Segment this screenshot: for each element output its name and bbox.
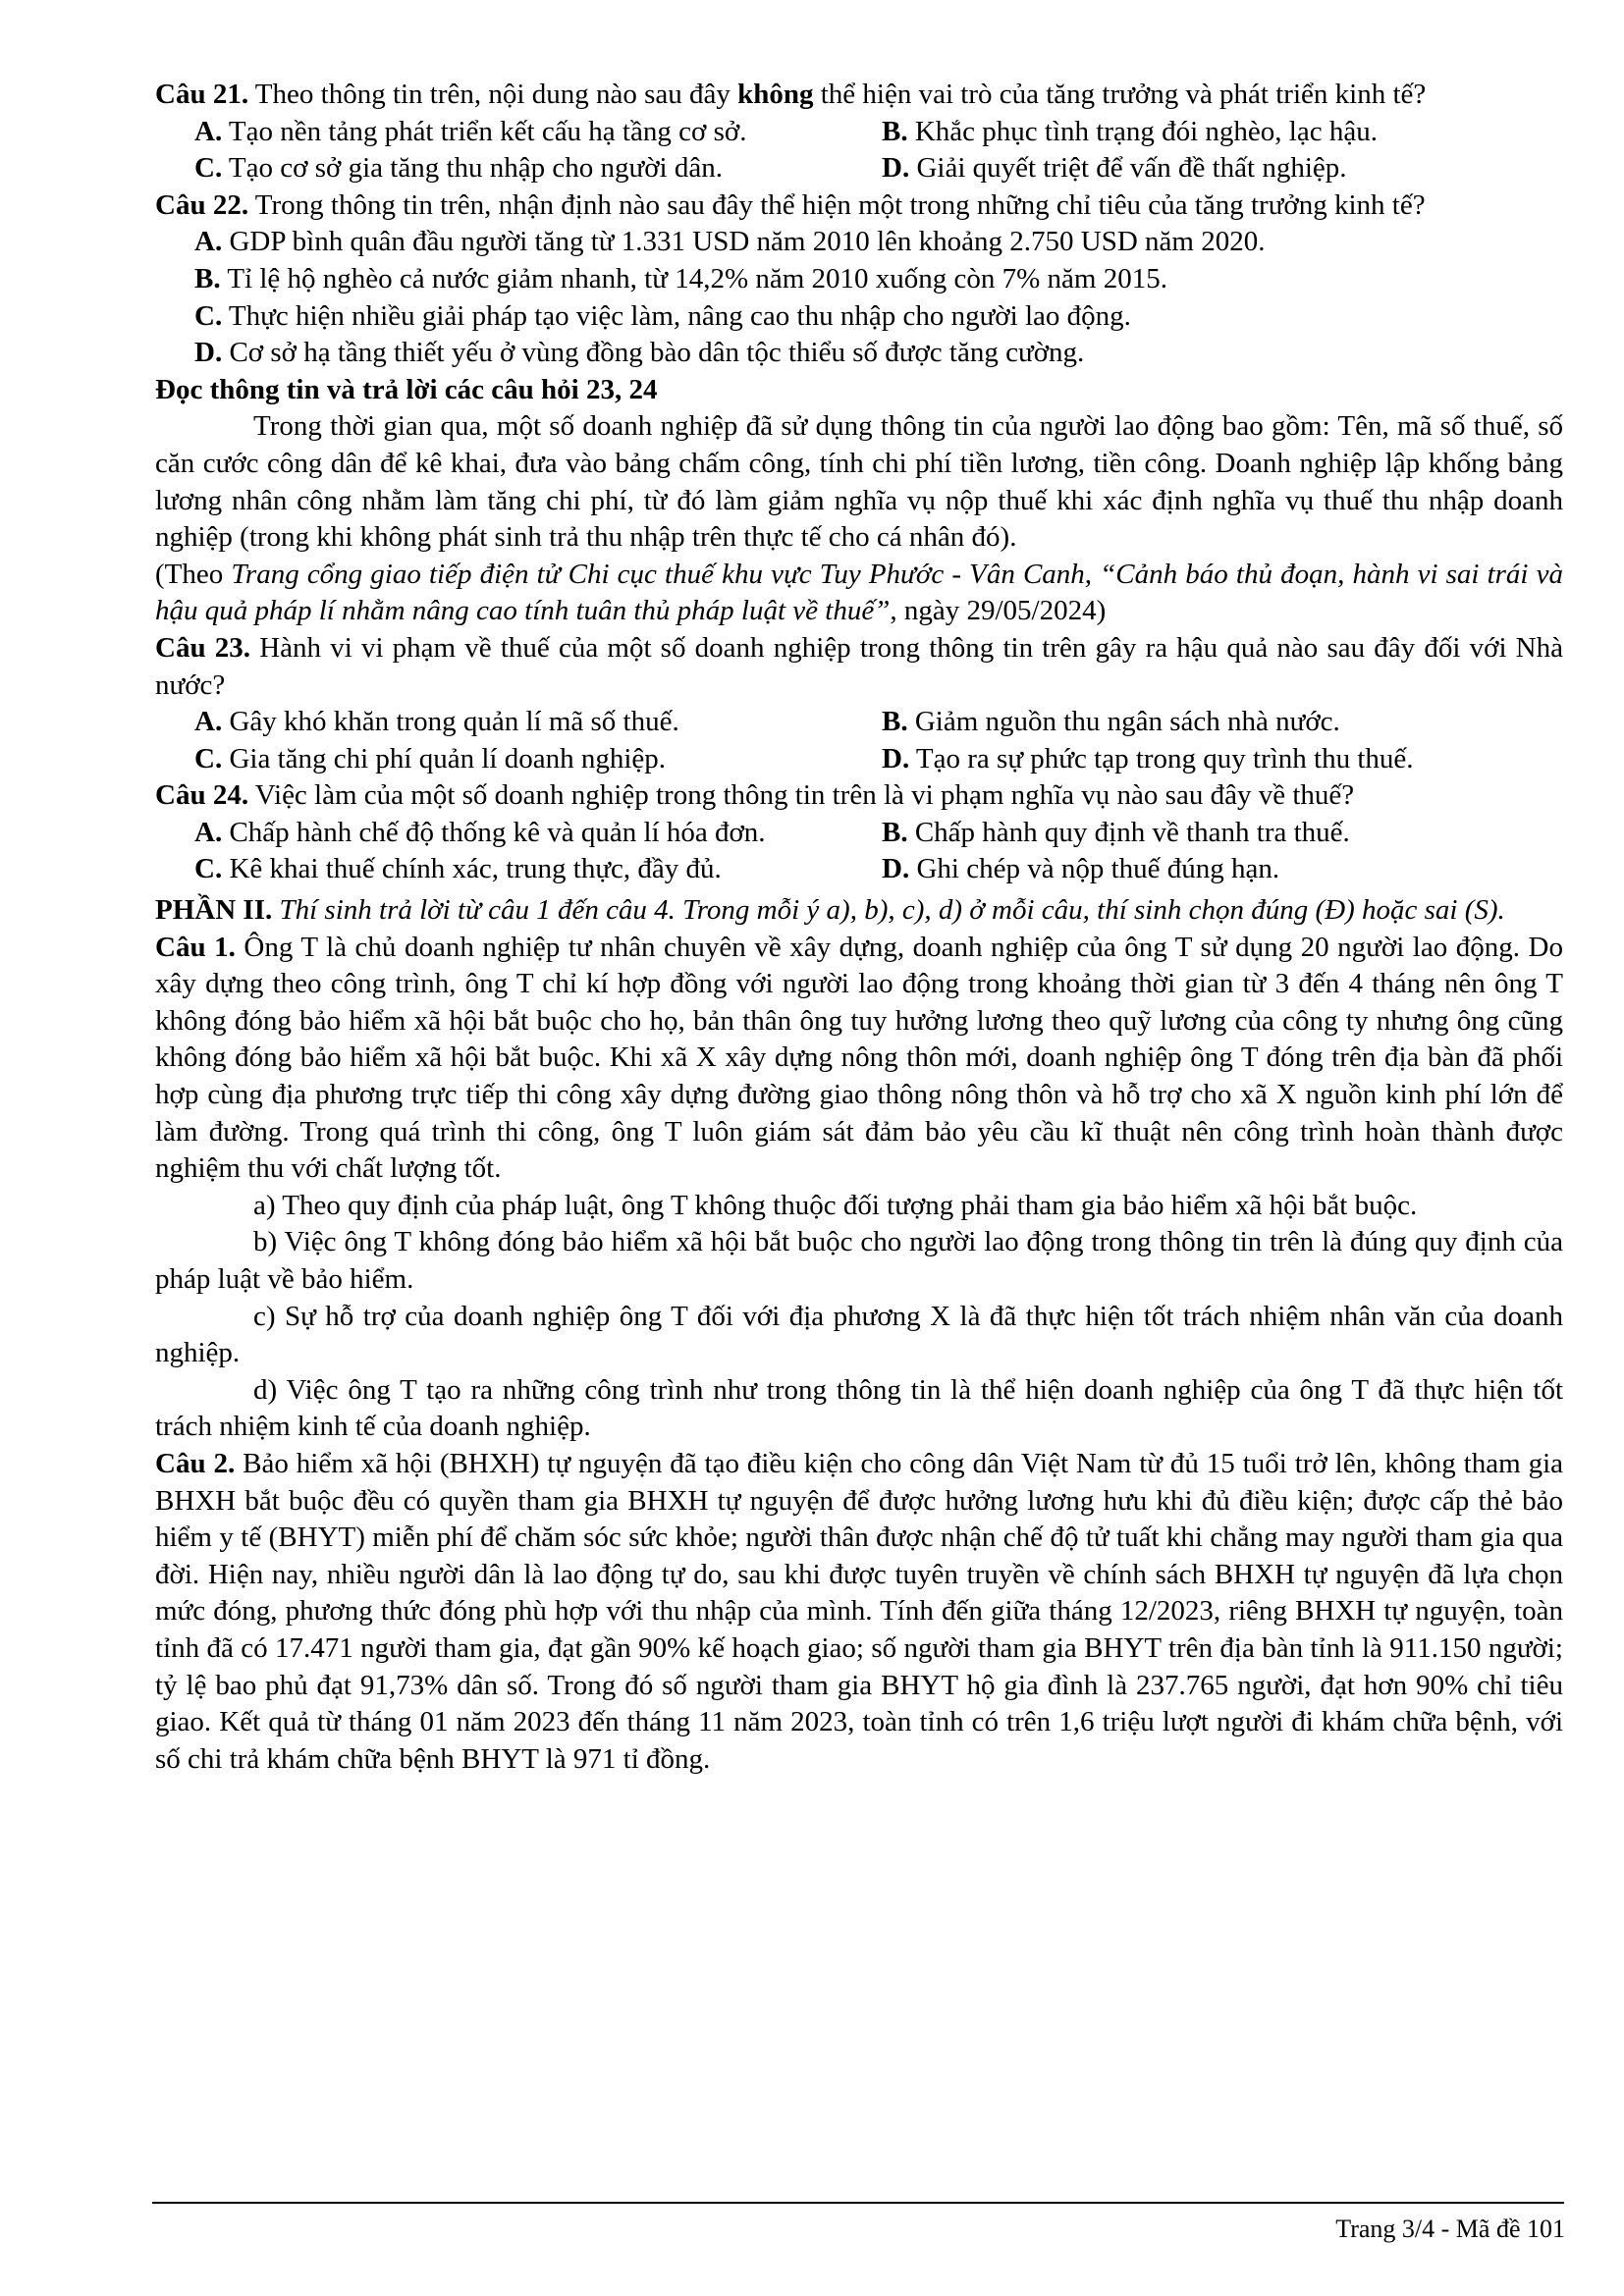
option-22-a bbox=[155, 224, 1563, 261]
option-text: Tỉ lệ hộ nghèo cả nước giảm nhanh, từ 14,2% năm 2010 xuống còn 7% năm 2015. bbox=[220, 262, 1167, 294]
question-21 bbox=[155, 77, 1563, 114]
option-text: Gia tăng chi phí quản lí doanh nghiệp. bbox=[222, 742, 667, 774]
question-21-options-row-1 bbox=[155, 114, 1563, 151]
option-letter: C. bbox=[194, 742, 223, 774]
question-24 bbox=[155, 777, 1563, 815]
part-2-question-2-label: Câu 2. bbox=[155, 1447, 236, 1479]
option-24-d bbox=[882, 851, 1279, 888]
question-23-text: Hành vi vi phạm về thuế của một số doanh nghiệp trong thông tin trên gây ra hậu quả nào sau đây đối với Nhà nước? bbox=[155, 631, 1563, 701]
question-24-options-row-2 bbox=[155, 851, 1563, 888]
part-2-question-1 bbox=[155, 930, 1563, 1188]
option-text: Ghi chép và nộp thuế đúng hạn. bbox=[909, 853, 1280, 885]
option-letter: B. bbox=[882, 115, 908, 147]
option-letter: C. bbox=[194, 853, 223, 885]
question-23 bbox=[155, 630, 1563, 704]
reading-source bbox=[155, 557, 1563, 630]
question-21-text-a: Theo thông tin trên, nội dung nào sau đây bbox=[248, 79, 738, 110]
option-23-d bbox=[882, 741, 1414, 778]
option-letter: B. bbox=[194, 262, 221, 294]
part-2-question-2-text: Bảo hiểm xã hội (BHXH) tự nguyện đã tạo điều kiện cho công dân Việt Nam từ đủ 15 tuổi trở lên, không tham gia BHXH bắt buộc đều có quyền tham gia BHXH tự nguyện để được hưởng lương hưu khi đủ điều kiện; được cấp thẻ bảo hiểm y tế (BHYT) miễn phí để chăm sóc sức khỏe; người thân được nhận chế độ tử tuất khi chẳng may người tham gia qua đời. Hiện nay, nhiều người dân là lao động tự do, sau khi được tuyên truyền về chính sách BHXH tự nguyện đã lựa chọn mức đóng, phương thức đóng phù hợp với thu nhập của mình. Tính đến giữa tháng 12/2023, riêng BHXH tự nguyện, toàn tỉnh đã có 17.471 người tham gia, đạt gần 90% kế hoạch giao; số người tham gia BHYT trên địa bàn tỉnh là 911.150 người; tỷ lệ bao phủ đạt 91,73% dân số. Trong đó số người tham gia BHYT hộ gia đình là 237.765 người, đạt hơn 90% chỉ tiêu giao. Kết quả từ tháng 01 năm 2023 đến tháng 11 năm 2023, toàn tỉnh có trên 1,6 triệu lượt người đi khám chữa bệnh, với số chi trả khám chữa bệnh BHYT là 971 tỉ đồng. bbox=[155, 1447, 1563, 1775]
part-2-label: PHẦN II. bbox=[155, 894, 273, 927]
part-2-question-1-label: Câu 1. bbox=[155, 931, 236, 963]
option-letter: B. bbox=[882, 706, 908, 738]
option-text: Tạo nền tảng phát triển kết cấu hạ tầng cơ sở. bbox=[222, 115, 747, 147]
source-prefix: (Theo bbox=[155, 558, 232, 590]
question-21-label: Câu 21. bbox=[155, 79, 249, 110]
question-23-label: Câu 23. bbox=[155, 631, 251, 664]
statement-d: d) Việc ông T tạo ra những công trình như trong thông tin là thể hiện doanh nghiệp của ông T đã thực hiện tốt trách nhiệm kinh tế của doanh nghiệp. bbox=[155, 1373, 1563, 1443]
option-21-a bbox=[194, 114, 882, 151]
question-22-label: Câu 22. bbox=[155, 188, 249, 221]
option-letter: D. bbox=[882, 152, 910, 185]
reading-heading-text: Đọc thông tin và trả lời các câu hỏi 23, 24 bbox=[155, 373, 658, 405]
part-2-instruction: Thí sinh trả lời từ câu 1 đến câu 4. Trong mỗi ý a), b), c), d) ở mỗi câu, thí sinh chọn đúng (Đ) hoặc sai (S). bbox=[272, 894, 1505, 927]
option-21-c bbox=[194, 150, 882, 187]
option-text: Giảm nguồn thu ngân sách nhà nước. bbox=[907, 706, 1340, 738]
option-letter: A. bbox=[194, 816, 223, 848]
statement-a: a) Theo quy định của pháp luật, ông T không thuộc đối tượng phải tham gia bảo hiểm xã hội bắt buộc. bbox=[253, 1189, 1418, 1221]
option-text: Chấp hành quy định về thanh tra thuế. bbox=[907, 816, 1350, 848]
question-24-text: Việc làm của một số doanh nghiệp trong thông tin trên là vi phạm nghĩa vụ nào sau đây về thuế? bbox=[248, 779, 1355, 812]
option-23-c bbox=[194, 741, 882, 778]
question-22-text: Trong thông tin trên, nhận định nào sau đây thể hiện một trong những chỉ tiêu của tăng trưởng kinh tế? bbox=[248, 188, 1426, 221]
option-text: Giải quyết triệt để vấn đề thất nghiệp. bbox=[909, 152, 1347, 185]
question-21-text-b: thể hiện vai trò của tăng trưởng và phát triển kinh tế? bbox=[813, 79, 1427, 110]
source-date: , ngày 29/05/2024) bbox=[890, 595, 1107, 627]
question-24-label: Câu 24. bbox=[155, 779, 249, 812]
option-24-b bbox=[882, 815, 1350, 852]
option-letter: C. bbox=[194, 152, 223, 185]
option-21-b bbox=[882, 114, 1378, 151]
option-letter: D. bbox=[882, 742, 910, 774]
option-letter: A. bbox=[194, 226, 223, 258]
question-23-options-row-1 bbox=[155, 704, 1563, 741]
option-text: Kê khai thuế chính xác, trung thực, đầy đủ. bbox=[222, 853, 722, 885]
statement-b: b) Việc ông T không đóng bảo hiểm xã hội bắt buộc cho người lao động trong thông tin trên là đúng quy định của pháp luật về bảo hiểm. bbox=[155, 1226, 1563, 1295]
option-text: Chấp hành chế độ thống kê và quản lí hóa đơn. bbox=[222, 816, 766, 848]
option-letter: D. bbox=[882, 853, 910, 885]
part-2-question-2 bbox=[155, 1446, 1563, 1778]
option-21-d bbox=[882, 150, 1347, 187]
option-24-c bbox=[194, 851, 882, 888]
option-22-d bbox=[155, 335, 1563, 372]
part-2-question-1-text: Ông T là chủ doanh nghiệp tư nhân chuyên về xây dựng, doanh nghiệp của ông T sử dụng 20 người lao động. Do xây dựng theo công trình, ông T chỉ kí hợp đồng với người lao động trong khoảng thời gian từ 3 đến 4 tháng nên ông T không đóng bảo hiểm xã hội bắt buộc cho họ, bản thân ông tuy hưởng lương theo quỹ lương của công ty nhưng ông cũng không đóng bảo hiểm xã hội bắt buộc. Khi xã X xây dựng nông thôn mới, doanh nghiệp ông T đóng trên địa bàn đã phối hợp cùng địa phương trực tiếp thi công xây dựng đường giao thông nông thôn và hỗ trợ cho xã X nguồn kinh phí lớn để làm đường. Trong quá trình thi công, ông T luôn giám sát đảm bảo yêu cầu kĩ thuật nên công trình hoàn thành được nghiệm thu với chất lượng tốt. bbox=[155, 931, 1563, 1185]
question-23-options-row-2 bbox=[155, 741, 1563, 778]
question-24-options-row-1 bbox=[155, 815, 1563, 852]
option-letter: C. bbox=[194, 299, 223, 332]
option-letter: B. bbox=[882, 816, 908, 848]
exam-page bbox=[155, 77, 1563, 1778]
option-text: Gây khó khăn trong quản lí mã số thuế. bbox=[222, 706, 679, 738]
option-text: Tạo ra sự phức tạp trong quy trình thu thuế. bbox=[909, 742, 1414, 774]
source-title: Trang cổng giao tiếp điện tử Chi cục thuế khu vực Tuy Phước - Vân Canh, “Cảnh báo thủ đoạn, hành vi sai trái và hậu quả pháp lí nhằm nâng cao tính tuân thủ pháp luật về thuế” bbox=[155, 558, 1563, 627]
option-text: Thực hiện nhiều giải pháp tạo việc làm, nâng cao thu nhập cho người lao động. bbox=[222, 299, 1131, 332]
statement-c: c) Sự hỗ trợ của doanh nghiệp ông T đối với địa phương X là đã thực hiện tốt trách nhiệm nhân văn của doanh nghiệp. bbox=[155, 1300, 1563, 1369]
option-text: Tạo cơ sở gia tăng thu nhập cho người dân. bbox=[222, 152, 723, 185]
reading-body: Trong thời gian qua, một số doanh nghiệp đã sử dụng thông tin của người lao động bao gồm: Tên, mã số thuế, số căn cước công dân để kê khai, đưa vào bảng chấm công, tính chi phí tiền lương, tiền công. Doanh nghiệp lập khống bảng lương nhân công nhằm làm tăng chi phí, từ đó làm giảm nghĩa vụ nộp thuế khi xác định nghĩa vụ thuế thu nhập doanh nghiệp (trong khi không phát sinh trả thu nhập trên thực tế cho cá nhân đó). bbox=[155, 410, 1563, 554]
option-22-c bbox=[155, 298, 1563, 336]
option-text: GDP bình quân đầu người tăng từ 1.331 USD năm 2010 lên khoảng 2.750 USD năm 2020. bbox=[222, 226, 1266, 258]
option-letter: A. bbox=[194, 115, 223, 147]
page-footer: Trang 3/4 - Mã đề 101 bbox=[1335, 2215, 1565, 2243]
question-22 bbox=[155, 187, 1563, 225]
reading-heading bbox=[155, 372, 1563, 409]
option-text: Cơ sở hạ tầng thiết yếu ở vùng đồng bào dân tộc thiểu số được tăng cường. bbox=[222, 337, 1085, 369]
option-letter: D. bbox=[194, 337, 223, 369]
option-23-b bbox=[882, 704, 1340, 741]
option-letter: A. bbox=[194, 706, 223, 738]
question-21-emphasis: không bbox=[737, 79, 814, 110]
option-23-a bbox=[194, 704, 882, 741]
option-22-b bbox=[155, 261, 1563, 298]
footer-divider bbox=[152, 2202, 1564, 2204]
question-21-options-row-2 bbox=[155, 150, 1563, 187]
option-text: Khắc phục tình trạng đói nghèo, lạc hậu. bbox=[907, 115, 1378, 147]
part-2-header bbox=[155, 892, 1563, 930]
option-24-a bbox=[194, 815, 882, 852]
